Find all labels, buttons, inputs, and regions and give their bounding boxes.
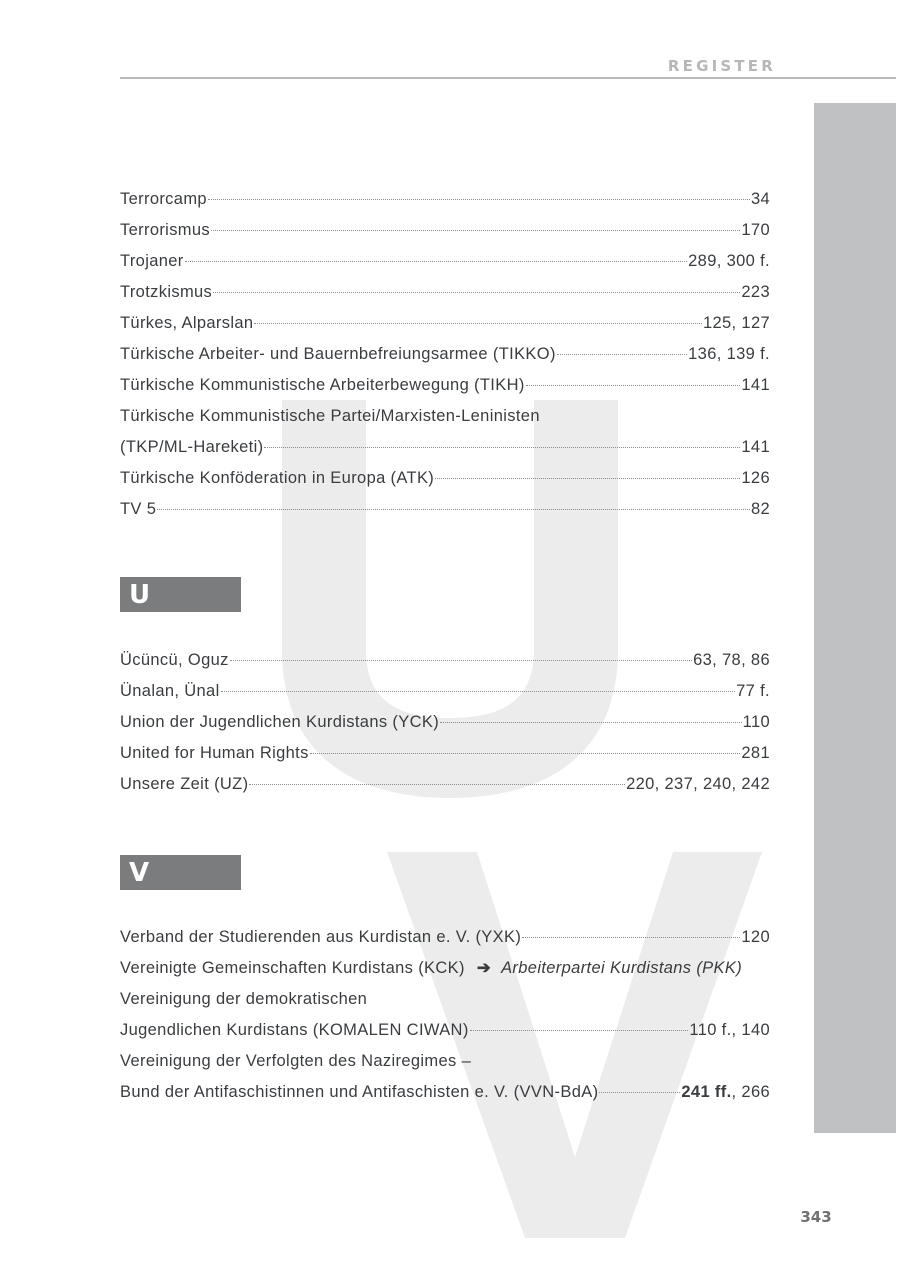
index-entry	[120, 370, 770, 401]
index-section-v	[120, 922, 770, 1108]
entry-term: TV 5	[120, 500, 157, 518]
entry-term: Türkes, Alparslan	[120, 314, 254, 332]
index-section-t	[120, 184, 770, 525]
entry-pages	[681, 1077, 770, 1108]
index-entry	[120, 922, 770, 953]
index-entry	[120, 769, 770, 800]
dot-leader	[185, 261, 688, 262]
index-entry	[120, 738, 770, 769]
entry-pages-additional: , 266	[731, 1083, 770, 1101]
entry-term: Trotzkismus	[120, 283, 213, 301]
entry-term: Türkische Kommunistische Arbeiterbewegung (TIKH)	[120, 376, 525, 394]
dot-leader	[230, 660, 692, 661]
entry-term: Ücüncü, Oguz	[120, 651, 229, 669]
entry-pages: 220, 237, 240, 242	[626, 775, 770, 793]
dot-leader	[264, 447, 740, 448]
dot-leader	[522, 937, 740, 938]
index-entry	[120, 184, 770, 215]
entry-pages: 136, 139 f.	[688, 345, 770, 363]
dot-leader	[254, 323, 702, 324]
entry-pages: 110 f., 140	[689, 1021, 770, 1039]
entry-term: Trojaner	[120, 252, 184, 270]
dot-leader	[249, 784, 625, 785]
index-entry	[120, 494, 770, 525]
thumb-index-bar	[814, 103, 896, 1133]
entry-pages: 141	[741, 376, 770, 394]
entry-pages: 223	[741, 283, 770, 301]
index-section-u	[120, 645, 770, 800]
entry-pages-main-reference: 241 ff.	[681, 1083, 732, 1101]
section-header-v	[120, 855, 241, 890]
index-entry	[120, 707, 770, 738]
entry-term: Ünalan, Ünal	[120, 682, 220, 700]
index-entry	[120, 277, 770, 308]
index-entry-cross-reference	[120, 953, 770, 984]
index-entry	[120, 676, 770, 707]
entry-term: Vereinigte Gemeinschaften Kurdistans (KCK)	[120, 959, 465, 977]
entry-pages: 110	[742, 713, 770, 731]
dot-leader	[208, 199, 750, 200]
section-letter: V	[129, 858, 150, 888]
index-entry	[120, 463, 770, 494]
dot-leader	[557, 354, 687, 355]
dot-leader	[211, 230, 740, 231]
dot-leader	[470, 1030, 689, 1031]
entry-pages: 125, 127	[702, 314, 770, 332]
entry-pages: 34	[750, 190, 770, 208]
index-entry-continuation	[120, 1015, 770, 1046]
dot-leader	[221, 691, 736, 692]
entry-term-continuation: Jugendlichen Kurdistans (KOMALEN CIWAN)	[120, 1021, 469, 1039]
entry-pages: 63, 78, 86	[693, 651, 770, 669]
index-entry	[120, 246, 770, 277]
entry-pages: 281	[741, 744, 770, 762]
entry-term-continuation: (TKP/ML-Hareketi)	[120, 438, 264, 456]
index-entry-first-line	[120, 1046, 770, 1077]
dot-leader	[157, 509, 750, 510]
index-entry-continuation	[120, 432, 770, 463]
running-head: REGISTER	[667, 57, 776, 75]
entry-term: Türkische Kommunistische Partei/Marxisten-Leninisten	[120, 407, 540, 425]
dot-leader	[526, 385, 741, 386]
page-number: 343	[800, 1208, 832, 1226]
entry-term: Türkische Arbeiter- und Bauernbefreiungsarmee (TIKKO)	[120, 345, 556, 363]
cross-reference-target: Arbeiterpartei Kurdistans (PKK)	[501, 959, 743, 977]
dot-leader	[440, 722, 742, 723]
dot-leader	[599, 1092, 680, 1093]
entry-pages: 82	[750, 500, 770, 518]
header-rule	[120, 77, 896, 79]
index-entry	[120, 645, 770, 676]
entry-term: Unsere Zeit (UZ)	[120, 775, 249, 793]
section-letter: U	[129, 580, 151, 610]
entry-pages: 120	[741, 928, 770, 946]
entry-term: Türkische Konföderation in Europa (ATK)	[120, 469, 435, 487]
index-entry-first-line	[120, 984, 770, 1015]
entry-pages: 289, 300 f.	[688, 252, 770, 270]
entry-term: Verband der Studierenden aus Kurdistan e. V. (YXK)	[120, 928, 522, 946]
dot-leader	[435, 478, 740, 479]
entry-term: United for Human Rights	[120, 744, 309, 762]
entry-pages: 126	[741, 469, 770, 487]
entry-term: Vereinigung der demokratischen	[120, 990, 368, 1008]
arrow-right-icon: ➔	[476, 959, 492, 977]
index-entry	[120, 215, 770, 246]
entry-term-continuation: Bund der Antifaschistinnen und Antifaschisten e. V. (VVN-BdA)	[120, 1083, 599, 1101]
entry-pages: 170	[741, 221, 770, 239]
entry-term: Vereinigung der Verfolgten des Naziregimes –	[120, 1052, 472, 1070]
index-entry-first-line	[120, 401, 770, 432]
index-entry-continuation	[120, 1077, 770, 1108]
dot-leader	[310, 753, 741, 754]
index-entry	[120, 339, 770, 370]
section-header-u	[120, 577, 241, 612]
entry-pages: 77 f.	[736, 682, 770, 700]
entry-term: Terrorcamp	[120, 190, 207, 208]
entry-term: Terrorismus	[120, 221, 211, 239]
index-entry	[120, 308, 770, 339]
dot-leader	[213, 292, 740, 293]
entry-pages: 141	[741, 438, 770, 456]
entry-term: Union der Jugendlichen Kurdistans (YCK)	[120, 713, 440, 731]
